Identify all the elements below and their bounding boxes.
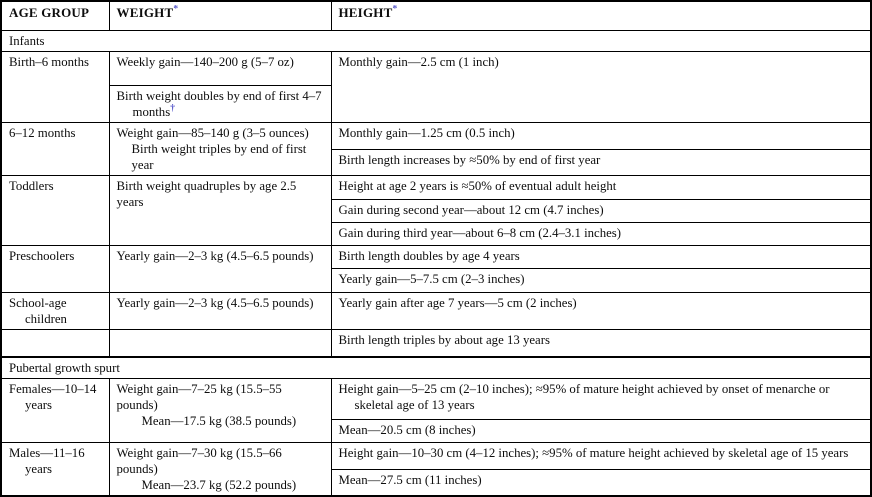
- section-row-pubertal: [1, 357, 871, 379]
- section-label-infants: Infants: [1, 30, 871, 52]
- height-cell: Birth length doubles by age 4 years: [331, 246, 871, 269]
- table-row: [1, 246, 871, 269]
- height-text: Height gain—10–30 cm (4–12 inches); ≈95% of mature height achieved by skeletal age of 15 years: [338, 446, 849, 461]
- age-group-text: Males—11–16 years: [9, 446, 85, 477]
- age-group-text: Females—10–14 years: [9, 382, 97, 413]
- age-group-header-label: AGE GROUP: [9, 5, 90, 20]
- weight-line: Weight gain—85–140 g (3–5 ounces): [116, 126, 309, 141]
- weight-line: Weight gain—7–30 kg (15.5–66 pounds): [116, 446, 282, 477]
- age-group-cell: [1, 176, 109, 246]
- height-cell: Mean—20.5 cm (8 inches): [331, 420, 871, 443]
- weight-line: Weight gain—7–25 kg (15.5–55 pounds): [116, 382, 282, 413]
- height-cell: Mean—27.5 cm (11 inches): [331, 470, 871, 497]
- age-group-cell: [1, 123, 109, 176]
- table-row: [1, 443, 871, 470]
- height-cell: Birth length increases by ≈50% by end of first year: [331, 150, 871, 176]
- age-group-cell: [1, 246, 109, 293]
- weight-cell: [109, 379, 331, 443]
- section-label-pubertal: Pubertal growth spurt: [1, 357, 871, 379]
- height-cell: Height at age 2 years is ≈50% of eventual adult height: [331, 176, 871, 200]
- height-cell: [331, 443, 871, 470]
- weight-cell: Yearly gain—2–3 kg (4.5–6.5 pounds): [109, 293, 331, 330]
- height-text: Height gain—5–25 cm (2–10 inches); ≈95% of mature height achieved by onset of menarche or skeletal age of 13 years: [338, 382, 830, 413]
- height-cell: [331, 379, 871, 420]
- age-group-text: Preschoolers: [9, 249, 75, 264]
- weight-cell: [109, 86, 331, 123]
- height-cell: Gain during third year—about 6–8 cm (2.4–3.1 inches): [331, 223, 871, 246]
- age-group-text: School-age children: [9, 296, 67, 326]
- height-cell: Yearly gain—5–7.5 cm (2–3 inches): [331, 269, 871, 293]
- table-row: [1, 123, 871, 150]
- table-row: [1, 379, 871, 420]
- weight-cell: Birth weight quadruples by age 2.5 years: [109, 176, 331, 246]
- weight-text: [117, 89, 325, 120]
- empty-weight-cell: [109, 330, 331, 357]
- table-row: [1, 293, 871, 330]
- weight-column-header: [109, 1, 331, 30]
- age-group-column-header: [1, 1, 109, 30]
- height-cell: Birth length triples by about age 13 years: [331, 330, 871, 357]
- age-group-cell: [1, 379, 109, 443]
- table-header-row: [1, 1, 871, 30]
- age-group-text: 6–12 months: [9, 126, 76, 141]
- asterisk-footnote-marker: *: [173, 4, 179, 15]
- height-cell: Yearly gain after age 7 years—5 cm (2 inches): [331, 293, 871, 330]
- height-cell: Monthly gain—1.25 cm (0.5 inch): [331, 123, 871, 150]
- height-cell: Monthly gain—2.5 cm (1 inch): [331, 52, 871, 123]
- age-group-text: Birth–6 months: [9, 55, 89, 70]
- weight-line: Birth weight triples by end of first year: [131, 141, 307, 172]
- table-row: [1, 330, 871, 357]
- height-column-header: [331, 1, 871, 30]
- table-row: [1, 176, 871, 200]
- height-header-label: HEIGHT: [338, 5, 393, 20]
- weight-header-label: WEIGHT: [116, 5, 174, 20]
- age-group-cell: [1, 293, 109, 330]
- weight-line: Mean—17.5 kg (38.5 pounds): [141, 413, 297, 428]
- table-row: [1, 52, 871, 86]
- weight-cell: Weekly gain—140–200 g (5–7 oz): [109, 52, 331, 86]
- weight-text-body: Birth weight doubles by end of first 4–7 months: [116, 89, 322, 119]
- asterisk-footnote-marker: *: [392, 4, 398, 15]
- weight-cell: Yearly gain—2–3 kg (4.5–6.5 pounds): [109, 246, 331, 293]
- weight-line: Mean—23.7 kg (52.2 pounds): [141, 477, 297, 492]
- age-group-text: Toddlers: [9, 179, 54, 194]
- empty-age-group-cell: [1, 330, 109, 357]
- height-cell: Gain during second year—about 12 cm (4.7 inches): [331, 200, 871, 223]
- weight-cell: [109, 123, 331, 176]
- dagger-footnote-marker: †: [170, 103, 175, 114]
- weight-cell: [109, 443, 331, 496]
- section-row-infants: [1, 30, 871, 52]
- age-group-cell: [1, 443, 109, 496]
- age-group-cell: [1, 52, 109, 123]
